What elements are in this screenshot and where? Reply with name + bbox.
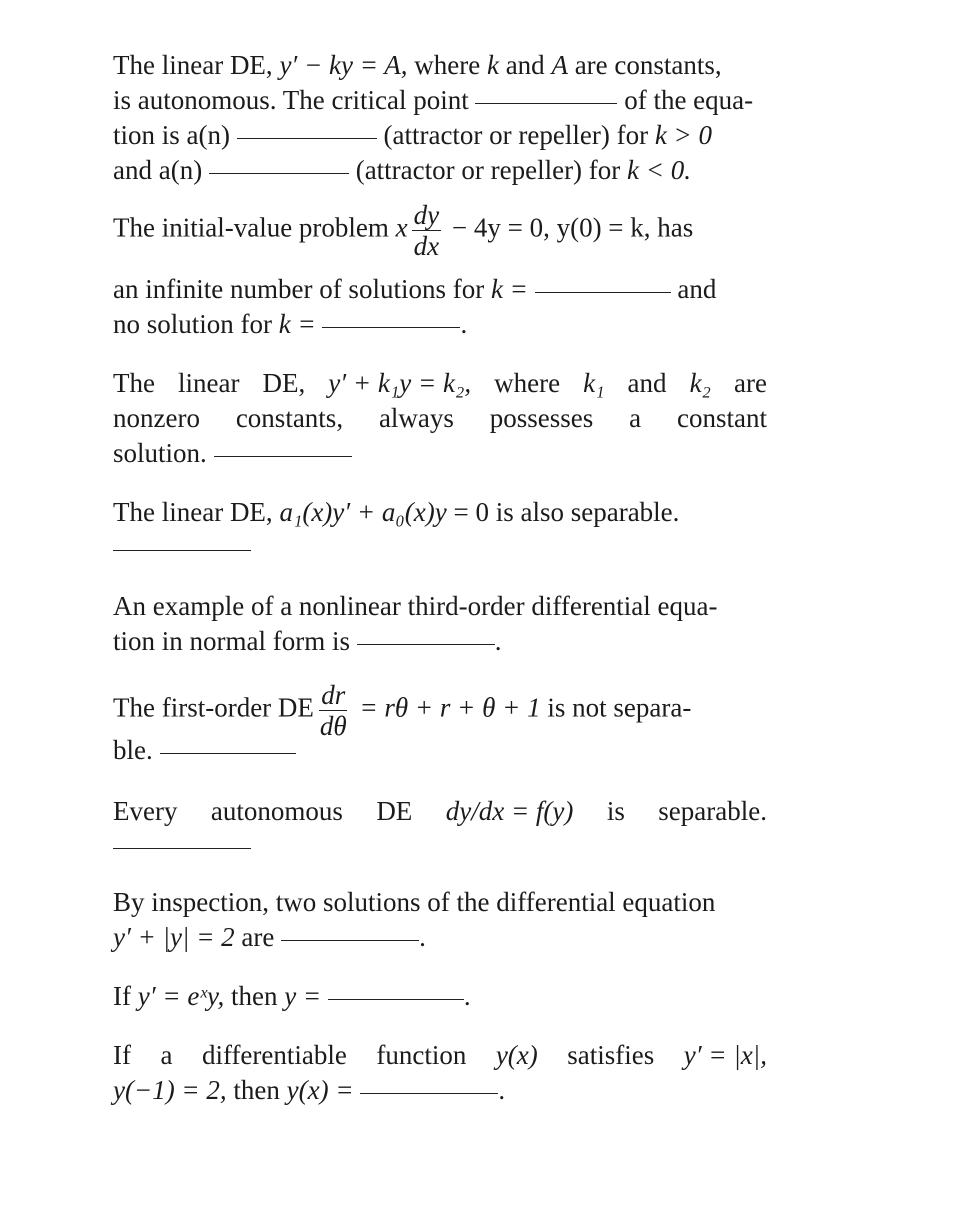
answer-blank-two-solutions[interactable] <box>281 939 419 941</box>
answer-blank-third-order-example[interactable] <box>357 643 495 645</box>
item-10-line-2: y(−1) = 2, then y(x) = . <box>113 1075 506 1105</box>
item-2-line-2: an infinite number of solutions for k = and <box>113 274 717 304</box>
item-1-line-4: and a(n) (attractor or repeller) for k < 0. <box>113 155 692 185</box>
item-6-line-2: ble. <box>113 733 296 767</box>
answer-blank-not-separable[interactable] <box>160 752 296 754</box>
item-1-line-1: The linear DE, y′ − ky = A, where k and A are constants, <box>113 50 722 80</box>
item-6-line-1: The first-order DE $\frac{dr}{d\theta}$ = rθ + r + θ + 1 is not separa- <box>113 680 692 741</box>
answer-blank-infinite-solutions[interactable] <box>535 291 671 293</box>
answer-blank-constant-solution[interactable] <box>214 455 352 457</box>
item-8-line-2: y′ + |y| = 2 are . <box>113 922 426 952</box>
item-1-line-3: tion is a(n) (attractor or repeller) for k > 0 <box>113 120 713 150</box>
item-3-line-1: The linear DE, y′ + k₁y = k₂, where k₁ and k₂ are <box>113 368 767 398</box>
item-7-line-1: Every autonomous DE dy/dx = f(y) is separable. <box>113 796 767 826</box>
answer-blank-y-of-x[interactable] <box>360 1092 498 1094</box>
item-3-line-3: solution. <box>113 436 352 470</box>
item-2-line-1: The initial-value problem x $\frac{dy}{dx}$ − 4y = 0, y(0) = k, has <box>113 200 694 261</box>
fraction-dy-dx: $\frac{dy}{dx}$ <box>413 200 440 261</box>
item-8-line-1: By inspection, two solutions of the differential equation <box>113 887 716 917</box>
answer-blank-autonomous-separable[interactable] <box>113 847 251 849</box>
item-5-line-2: tion in normal form is . <box>113 626 502 656</box>
answer-blank-separable[interactable] <box>113 549 251 551</box>
item-5-line-1: An example of a nonlinear third-order differential equa- <box>113 591 718 621</box>
fraction-dr-dtheta: $\frac{dr}{d\theta}$ <box>319 680 347 741</box>
item-4-line-1: The linear DE, a₁(x)y′ + a₀(x)y = 0 is also separable. <box>113 497 680 527</box>
item-9-line-1: If y′ = eˣy, then y = . <box>113 981 471 1011</box>
answer-blank-k-negative[interactable] <box>209 172 349 174</box>
item-2-line-3: no solution for k = . <box>113 309 468 339</box>
item-3-line-2: nonzero constants, always possesses a constant <box>113 403 767 433</box>
answer-blank-y-solution[interactable] <box>328 998 464 1000</box>
item-10-line-1: If a differentiable function y(x) satisfies y′ = |x|, <box>113 1040 767 1070</box>
item-4-answer-line <box>113 530 251 564</box>
item-1-line-2: is autonomous. The critical point of the equa- <box>113 85 754 115</box>
answer-blank-no-solution[interactable] <box>322 326 460 328</box>
answer-blank-critical-point[interactable] <box>475 102 617 104</box>
answer-blank-k-positive[interactable] <box>237 137 377 139</box>
item-7-answer-line <box>113 828 251 862</box>
